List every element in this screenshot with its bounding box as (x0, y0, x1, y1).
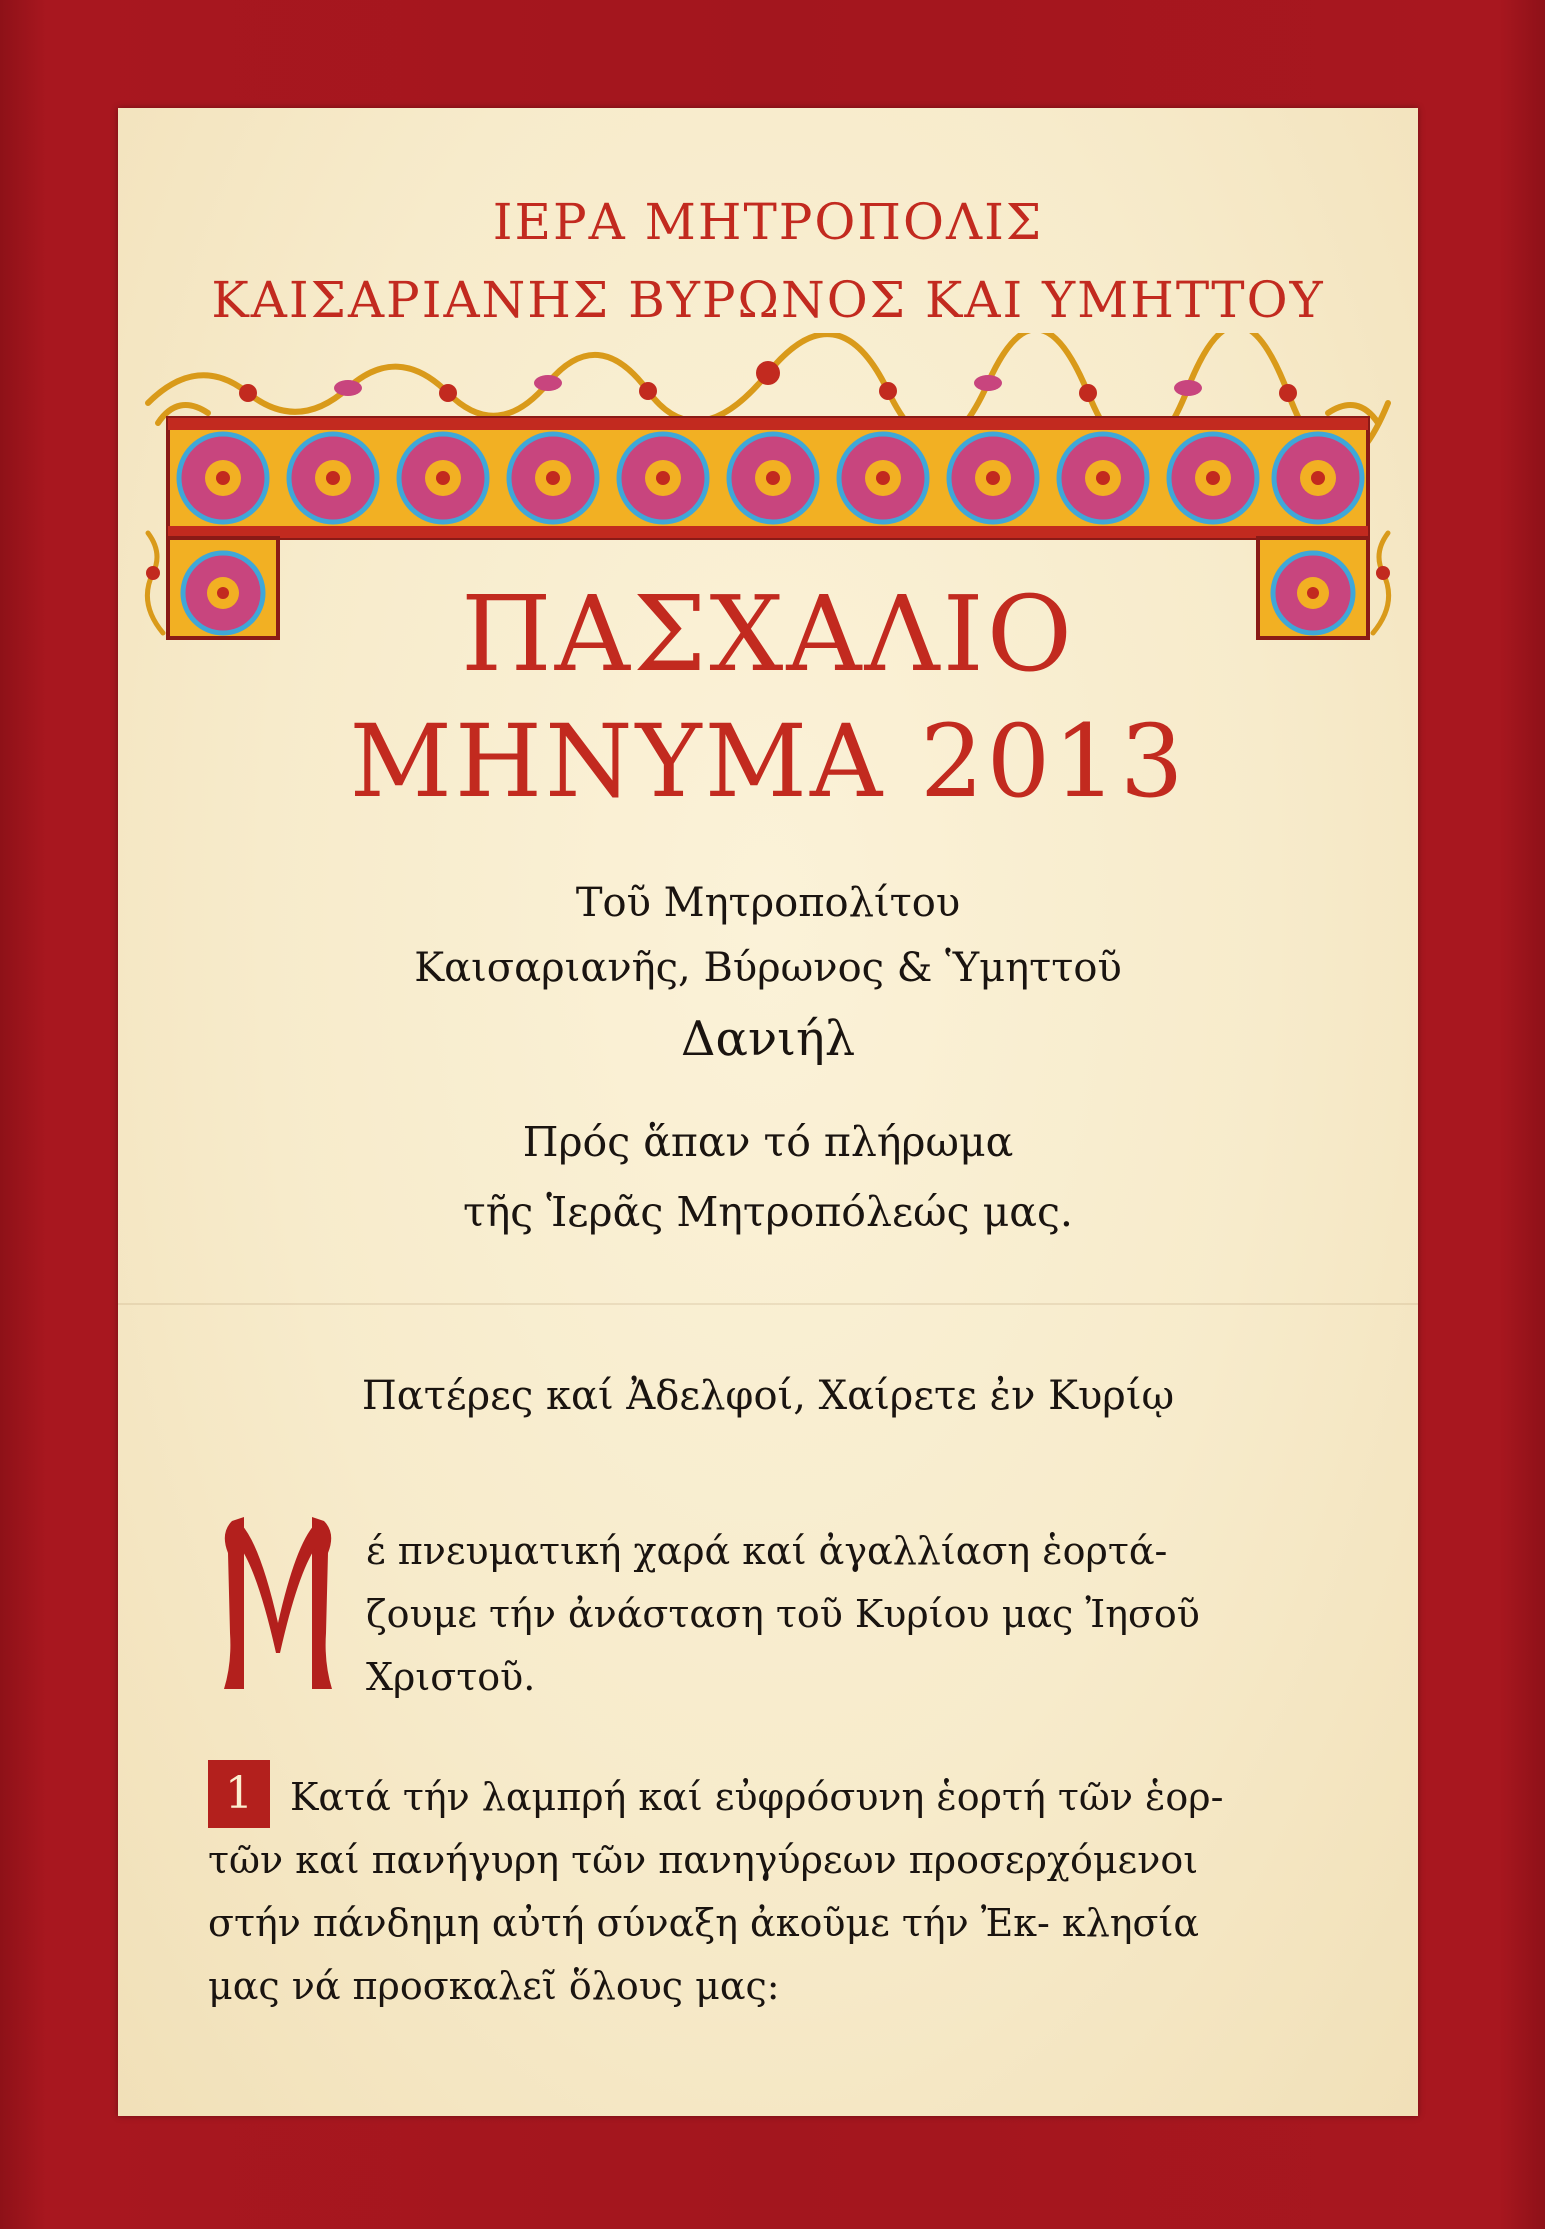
fold-line (118, 1303, 1418, 1305)
metropolis-heading-line2: ΚΑΙΣΑΡΙΑΝΗΣ ΒΥΡΩΝΟΣ ΚΑΙ ΥΜΗΤΤΟΥ (211, 271, 1325, 329)
section-number-badge: 1 (208, 1760, 270, 1828)
paragraph-1 (366, 1520, 1366, 1709)
author-name: Δανιήλ (680, 1011, 856, 1067)
paragraph-2-line: μας νά προσκαλεῖ ὅλους μας: (208, 1964, 780, 2008)
author-line1: Τοῦ Μητροπολίτου (575, 880, 961, 926)
paragraph-2-line: τῶν καί πανήγυρη τῶν πανηγύρεων προσερχόμενοι (208, 1838, 1199, 1882)
document-page (118, 108, 1418, 2116)
addressee-line1: Πρός ἅπαν τό πλήρωμα (522, 1118, 1014, 1166)
greeting: Πατέρες καί Ἀδελφοί, Χαίρετε ἐν Κυρίῳ (361, 1373, 1175, 1419)
paragraph-1-line: ζουμε τήν ἀνάσταση τοῦ Κυρίου μας Ἰησοῦ (366, 1592, 1200, 1636)
metropolis-heading-line1: ΙΕΡΑ ΜΗΤΡΟΠΟΛΙΣ (492, 193, 1044, 251)
addressee-line2: τῆς Ἱερᾶς Μητροπόλεώς μας. (463, 1188, 1073, 1236)
paragraph-1-line: Χριστοῦ. (366, 1655, 536, 1699)
paragraph-2-line: Κατά τήν λαμπρή καί εὐφρόσυνη ἑορτή τῶν ἑορ- (290, 1775, 1224, 1819)
paragraph-1-line: έ πνευματική χαρά καί ἀγαλλίαση ἑορτά- (366, 1529, 1168, 1573)
paragraph-2 (208, 1766, 1348, 2018)
author-line2: Καισαριανῆς, Βύρωνος & Ὑμηττοῦ (414, 945, 1122, 991)
title-line1: ΠΑΣΧΑΛΙΟ (461, 573, 1075, 695)
paragraph-2-line: στήν πάνδημη αὐτή σύναξη ἀκοῦμε τήν Ἐκ- κλησία (208, 1901, 1200, 1945)
dropcap-letter (210, 1513, 346, 1693)
title-line2: ΜΗΝΥΜΑ 2013 (349, 703, 1187, 820)
